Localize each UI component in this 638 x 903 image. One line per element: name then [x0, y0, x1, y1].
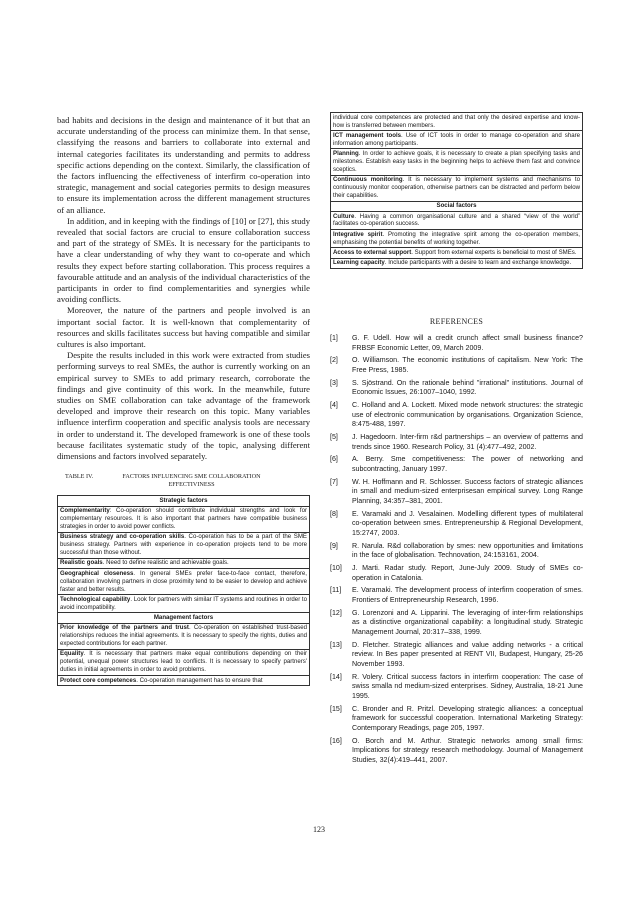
table-row	[58, 595, 310, 613]
factor-term: Learning capacity	[333, 259, 385, 267]
reference-item	[330, 705, 583, 734]
references-heading: REFERENCES	[429, 316, 484, 326]
body-paragraph: In addition, and in keeping with the findings of [10] or [27], this study revealed that social factors are crucial to ensure collaboration success and part of the strategy of SMEs. It is necessary for the participants to have a clear understanding of why they want to co-operate and which results they expect before starting collaboration. This process requires a favourable attitude and an analysis of the individual characteristics of the participants in order to find complementarities and synergies while avoiding conflicts.	[57, 215, 310, 305]
factor-description: . Use of ICT tools in order to manage co-operation and share information among participants.	[333, 131, 580, 147]
reference-number: [1]	[330, 333, 338, 342]
factor-term: ICT management tools	[333, 131, 402, 139]
factor-description: . In general SMEs prefer face-to-face contact, therefore, collaboration involving partners in close proximity tend to be easier to develop and achieve faster and better results.	[60, 569, 308, 593]
factor-term: Complementarity	[60, 507, 110, 515]
table-row	[331, 248, 583, 258]
table-section-row	[58, 613, 310, 623]
reference-item	[330, 433, 583, 452]
reference-text: S. Sjöstrand. On the rationale behind "irrational" institutions. Journal of Economic Issues, 26:1007–1040, 1992.	[352, 378, 583, 397]
factor-description: . Need to define realistic and achievable goals.	[102, 559, 229, 567]
left-column	[57, 115, 310, 686]
table-row	[331, 175, 583, 201]
table-cell	[331, 230, 583, 248]
reference-number: [8]	[330, 509, 338, 518]
factor-description: . Support from external experts is beneficial to most of SMEs.	[411, 248, 577, 256]
reference-item	[330, 334, 583, 353]
table-section-header: Social factors	[331, 201, 583, 211]
table-section-header: Strategic factors	[58, 496, 310, 506]
table-section-row	[58, 496, 310, 506]
table-section-row	[331, 201, 583, 211]
reference-number: [6]	[330, 455, 338, 464]
reference-number: [5]	[330, 433, 338, 442]
reference-number: [13]	[330, 640, 342, 649]
reference-number: [16]	[330, 736, 342, 745]
factor-description: . It is necessary that partners make equal contributions depending on their potential, unequal power structures lead to conflicts. It is necessary to specify partners' duties in initial agreements in order to avoid problems.	[60, 650, 307, 674]
reference-text: C. Holland and A. Lockett. Mixed mode network structures: the strategic use of electronic communication by organisations. Organization Science, 8:475-488, 1997.	[352, 401, 583, 429]
factor-term: Technological capability	[60, 595, 131, 603]
reference-number: [12]	[330, 608, 342, 617]
reference-text: J. Marti. Radar study. Report, June-July 2009. Study of SMEs co-operation in Catalonia.	[352, 564, 583, 582]
table-cell	[331, 113, 583, 131]
factor-description: . It is necessary to implement systems and mechanisms to continuously monitor cooperation, otherwise partners can be distracted and perform below their capabilities.	[333, 176, 580, 199]
factor-description: . Co-operation on established trust-based relationships reduces the initial agreements. It is necessary to specify the rights, duties and expected contributions for each partner.	[60, 624, 307, 648]
reference-text: A. Berry. Sme competitiveness: The power of networking and subcontracting, January 1997.	[352, 455, 583, 473]
table-cell	[331, 248, 583, 258]
table-cell	[58, 558, 310, 568]
reference-text: C. Bronder and R. Pritzl. Developing strategic alliances: a conceptual framework for successful cooperation. International Marketing Strategy: Contemporary Readings, page 205, 1997.	[352, 704, 583, 732]
factor-description: . Look for partners with similar IT systems and routines in order to avoid incompatibility.	[60, 595, 308, 611]
reference-item	[330, 455, 583, 474]
reference-item	[330, 609, 583, 638]
reference-number: [10]	[330, 564, 342, 573]
body-paragraph: bad habits and decisions in the design and maintenance of it but that an accurate understanding of the process can minimize them. In that sense, classifying the reasons and barriers to collaborate into external and internal categories facilitates its understanding and permits to address specific actions depending on the context. Similarly, the classification of the factors influencing the effectiveness of interfirm co-operation into strategic, management and social categories permits to design measures to ensure its implementation across the different management structures of an alliance.	[57, 115, 310, 215]
factor-term: Equality	[60, 650, 84, 658]
right-column	[330, 112, 583, 769]
table-row	[58, 532, 310, 558]
reference-number: [15]	[330, 704, 342, 713]
table-row	[58, 506, 310, 532]
reference-item	[330, 586, 583, 605]
reference-text: O. Williamson. The economic institutions of capitalism. New York: The Free Press, 1985.	[352, 356, 583, 374]
table-section-header: Management factors	[58, 613, 310, 623]
reference-item	[330, 641, 583, 670]
factor-term: Protect core competences	[60, 676, 137, 684]
factor-term: Access to external support	[333, 248, 412, 256]
reference-number: [4]	[330, 401, 338, 410]
reference-text: G. F. Udell. How will a credit crunch affect small business finance? FRBSF Economic Letter, 09, March 2009.	[352, 333, 583, 352]
table-row	[331, 113, 583, 131]
table-cell	[331, 175, 583, 201]
table-row	[331, 131, 583, 149]
reference-number: [9]	[330, 541, 338, 550]
table-cell	[58, 595, 310, 613]
references-list	[330, 334, 583, 766]
reference-number: [11]	[330, 586, 342, 595]
factor-description: . In order to achieve goals, it is necessary to create a plan specifying tasks and milestones. Establish easy tasks in the beginning helps to achieve them fast and convince sceptics.	[333, 150, 580, 173]
table-cell	[331, 211, 583, 229]
reference-text: D. Fletcher. Strategic alliances and value adding networks - a critical review. In Bes paper presented at RENT VII, Budapest, Hungary, 25-26 November 1993.	[352, 640, 583, 668]
factors-table-left	[57, 495, 310, 686]
table-cell	[58, 623, 310, 649]
reference-item	[330, 478, 583, 507]
reference-text: G. Lorenzoni and A. Lipparini. The leveraging of inter-firm relationships as a distinctive organizational capability: a longitudinal study. Strategic Management Journal, 20:317–338, 1999.	[352, 608, 583, 637]
factor-term: Planning	[333, 150, 359, 157]
table-cell	[58, 675, 310, 685]
table-number: TABLE IV.	[65, 473, 94, 481]
table-row	[331, 258, 583, 268]
factor-description: . Include participants with a desire to learn and exchange knowledge.	[384, 259, 572, 267]
reference-item	[330, 356, 583, 375]
factors-table-right	[330, 112, 583, 269]
factor-description: individual core competences are protected and that only the desired expertise and know-how is transferred between members.	[333, 113, 580, 129]
table-caption	[57, 473, 310, 489]
reference-text: R. Narula. R&d collaboration by smes: new opportunities and limitations in the face of globalisation. Technovation, 24:153161, 2004.	[352, 541, 583, 560]
factor-term: Geographical closeness	[60, 569, 134, 577]
table-row	[58, 649, 310, 675]
reference-text: O. Borch and M. Arthur. Strategic networks among small firms: Implications for strategy research methodology. Journal of Management Studies, 32(4):419–441, 2007.	[352, 736, 583, 764]
reference-number: [14]	[330, 672, 342, 681]
factor-term: Integrative spirit	[333, 230, 383, 238]
factor-term: Prior knowledge of the partners and trust	[60, 624, 189, 632]
factor-term: Culture	[333, 212, 355, 220]
table-title: FACTORS INFLUENCING SME COLLABORATION EFFECTIVINESS	[122, 473, 261, 489]
page-number: 123	[313, 825, 325, 834]
factor-description: . Co-operation has to be a part of the SME business strategy. Partners with experience in co-operation projects tend to be more successful than those without.	[60, 533, 307, 557]
table-row	[331, 230, 583, 248]
table-cell	[58, 649, 310, 675]
table-row	[331, 149, 583, 175]
table-row	[58, 623, 310, 649]
factor-description: . Promoting the integrative spirit among the co-operation members, emphasising the potential benefits of working together.	[333, 230, 580, 246]
table-cell	[331, 131, 583, 149]
table-row	[58, 558, 310, 568]
table-row	[58, 569, 310, 595]
body-paragraph: Despite the results included in this work were extracted from studies performing surveys to real SMEs, the author is currently working on an empirical survey to SMEs to add primary research, corroborate the findings and give continuity of this work. In the meanwhile, future studies on SME collaboration can take advantage of the framework developed and improve their research on this topic. Many variables influence interfirm cooperation and specific analysis tools are necessary in order to understand it. The developed framework is one of these tools because facilitates systematic study of the topic, analysing different dimensions and factors involved separately.	[57, 350, 310, 462]
factor-description: : Co-operation should contribute individual strengths and look for complementary resources. It is also important that partners have compatible business strategies in order to avoid power conflicts.	[60, 507, 307, 530]
factor-term: Realistic goals	[60, 559, 103, 567]
reference-item	[330, 737, 583, 766]
reference-item	[330, 542, 583, 561]
reference-item	[330, 510, 583, 539]
reference-text: R. Volery. Critical success factors in interfirm cooperation: The case of swiss smalla nd medium-sized enterprises. Sidney, Australia, 18-21 June 1995.	[352, 672, 583, 700]
reference-item	[330, 673, 583, 702]
factor-term: Continuous monitoring	[333, 176, 403, 184]
factor-description: . Co-operation management has to ensure that	[136, 676, 263, 684]
reference-number: [3]	[330, 378, 338, 387]
reference-item	[330, 564, 583, 583]
table-row	[331, 211, 583, 229]
reference-text: E. Varamaki. The development process of interfirm cooperation of smes. Frontiers of Entrepreneurship Research, 1996.	[352, 586, 583, 605]
reference-text: E. Varamaki and J. Vesalainen. Modelling different types of multilateral co-operation between smes. Entrepreneurship & Regional Development, 15:2747, 2003.	[352, 509, 583, 537]
reference-text: J. Hagedoorn. Inter-firm r&d partnerships – an overview of patterns and trends since 1960. Research Policy, 31 (4):477–492, 2002.	[352, 433, 583, 451]
table-row	[58, 675, 310, 685]
factor-description: . Having a common organisational culture and a shared “view of the world” facilitates co-operation success.	[333, 212, 580, 228]
table-cell	[58, 569, 310, 595]
reference-number: [7]	[330, 477, 338, 486]
reference-number: [2]	[330, 356, 338, 365]
table-cell	[331, 149, 583, 175]
reference-text: W. H. Hoffmann and R. Schlosser. Success factors of strategic alliances in small and medium-sized enterprisesan empirical survey. Long Range Planning, 34:357–381, 2001.	[352, 477, 583, 505]
body-paragraph: Moreover, the nature of the partners and people involved is an important social factor. It is well-known that complementarity of resources and skills facilitates success but having compatible and similar cultures is also important.	[57, 305, 310, 350]
factor-term: Business strategy and co-operation skills	[60, 533, 185, 541]
reference-item	[330, 401, 583, 430]
table-cell	[58, 532, 310, 558]
table-cell	[331, 258, 583, 268]
reference-item	[330, 379, 583, 398]
table-cell	[58, 506, 310, 532]
